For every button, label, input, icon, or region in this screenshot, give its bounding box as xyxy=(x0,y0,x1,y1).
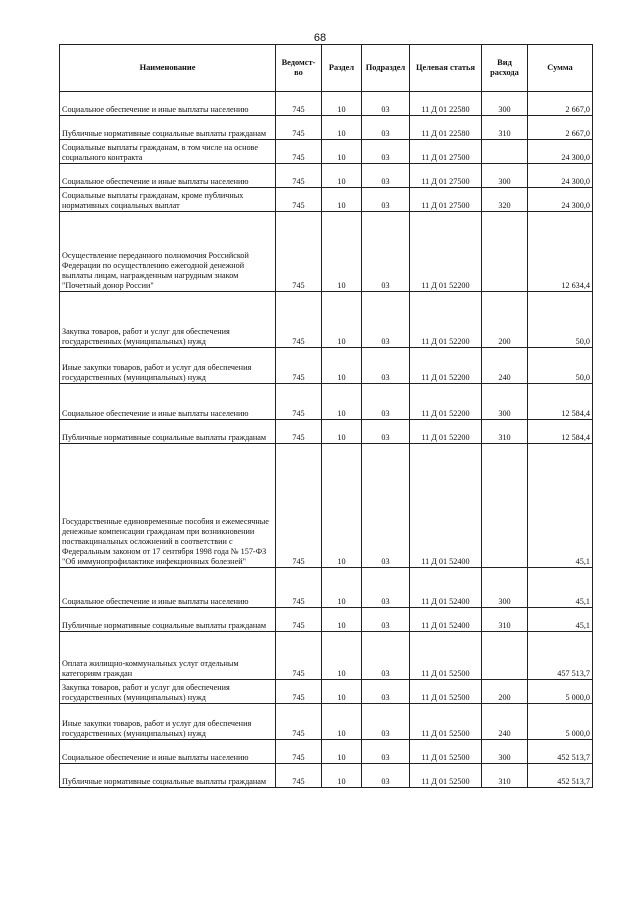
table-row xyxy=(60,680,593,704)
row-subsection: 03 xyxy=(362,740,410,764)
table-row xyxy=(60,608,593,632)
row-amount: 457 513,7 xyxy=(528,632,593,680)
row-target-article: 11 Д 01 27500 xyxy=(410,140,482,164)
row-section: 10 xyxy=(322,116,362,140)
row-expense-type: 200 xyxy=(482,292,528,348)
header-subsection: Подраздел xyxy=(362,45,410,92)
row-expense-type: 300 xyxy=(482,384,528,420)
row-section: 10 xyxy=(322,444,362,568)
row-expense-type: 300 xyxy=(482,568,528,608)
row-subsection: 03 xyxy=(362,420,410,444)
row-target-article: 11 Д 01 22580 xyxy=(410,116,482,140)
row-name: Оплата жилищно-коммунальных услуг отдельным категориям граждан xyxy=(60,632,276,680)
table-row xyxy=(60,188,593,212)
row-subsection: 03 xyxy=(362,188,410,212)
table-row xyxy=(60,164,593,188)
row-name: Осуществление переданного полномочия Российской Федерации по осуществлению ежегодной денежной выплаты лицам, награжденным нагрудным знаком "Почетный донор России" xyxy=(60,212,276,292)
row-amount: 24 300,0 xyxy=(528,188,593,212)
row-subsection: 03 xyxy=(362,140,410,164)
row-target-article: 11 Д 01 52400 xyxy=(410,568,482,608)
row-name: Социальное обеспечение и иные выплаты населению xyxy=(60,164,276,188)
header-amount: Сумма xyxy=(528,45,593,92)
row-amount: 5 000,0 xyxy=(528,704,593,740)
row-department: 745 xyxy=(276,140,322,164)
row-department: 745 xyxy=(276,92,322,116)
row-target-article: 11 Д 01 52400 xyxy=(410,444,482,568)
row-department: 745 xyxy=(276,384,322,420)
row-name: Закупка товаров, работ и услуг для обеспечения государственных (муниципальных) нужд xyxy=(60,680,276,704)
header-expense-type: Вид расхода xyxy=(482,45,528,92)
row-department: 745 xyxy=(276,348,322,384)
row-name: Социальные выплаты гражданам, кроме публичных нормативных социальных выплат xyxy=(60,188,276,212)
row-name: Социальное обеспечение и иные выплаты населению xyxy=(60,568,276,608)
row-amount: 50,0 xyxy=(528,348,593,384)
row-section: 10 xyxy=(322,632,362,680)
row-department: 745 xyxy=(276,444,322,568)
row-target-article: 11 Д 01 52200 xyxy=(410,212,482,292)
row-amount: 24 300,0 xyxy=(528,164,593,188)
table-row xyxy=(60,212,593,292)
row-expense-type xyxy=(482,140,528,164)
row-expense-type: 320 xyxy=(482,188,528,212)
row-section: 10 xyxy=(322,568,362,608)
row-expense-type: 310 xyxy=(482,608,528,632)
table-row xyxy=(60,140,593,164)
row-name: Публичные нормативные социальные выплаты гражданам xyxy=(60,116,276,140)
row-name: Иные закупки товаров, работ и услуг для обеспечения государственных (муниципальных) нужд xyxy=(60,704,276,740)
row-target-article: 11 Д 01 52500 xyxy=(410,704,482,740)
row-section: 10 xyxy=(322,608,362,632)
row-section: 10 xyxy=(322,164,362,188)
row-target-article: 11 Д 01 22580 xyxy=(410,92,482,116)
row-subsection: 03 xyxy=(362,384,410,420)
row-name: Социальные выплаты гражданам, в том числе на основе социального контракта xyxy=(60,140,276,164)
row-section: 10 xyxy=(322,188,362,212)
row-target-article: 11 Д 01 52200 xyxy=(410,420,482,444)
row-amount: 452 513,7 xyxy=(528,764,593,788)
row-section: 10 xyxy=(322,420,362,444)
row-department: 745 xyxy=(276,188,322,212)
row-target-article: 11 Д 01 52500 xyxy=(410,632,482,680)
row-target-article: 11 Д 01 52500 xyxy=(410,764,482,788)
table-row xyxy=(60,632,593,680)
row-section: 10 xyxy=(322,140,362,164)
row-amount: 12 584,4 xyxy=(528,420,593,444)
row-section: 10 xyxy=(322,212,362,292)
row-expense-type: 310 xyxy=(482,420,528,444)
row-subsection: 03 xyxy=(362,704,410,740)
row-target-article: 11 Д 01 52500 xyxy=(410,740,482,764)
table-row xyxy=(60,764,593,788)
row-target-article: 11 Д 01 27500 xyxy=(410,164,482,188)
table-row xyxy=(60,92,593,116)
row-department: 745 xyxy=(276,292,322,348)
row-amount: 2 667,0 xyxy=(528,92,593,116)
row-expense-type: 300 xyxy=(482,164,528,188)
table-row xyxy=(60,292,593,348)
row-amount: 12 584,4 xyxy=(528,384,593,420)
row-subsection: 03 xyxy=(362,680,410,704)
row-amount: 45,1 xyxy=(528,444,593,568)
row-name: Публичные нормативные социальные выплаты гражданам xyxy=(60,764,276,788)
table-row xyxy=(60,568,593,608)
row-department: 745 xyxy=(276,764,322,788)
row-amount: 45,1 xyxy=(528,568,593,608)
row-subsection: 03 xyxy=(362,92,410,116)
header-department: Ведомст-во xyxy=(276,45,322,92)
row-department: 745 xyxy=(276,740,322,764)
row-department: 745 xyxy=(276,704,322,740)
row-amount: 2 667,0 xyxy=(528,116,593,140)
row-target-article: 11 Д 01 52200 xyxy=(410,292,482,348)
table-row xyxy=(60,420,593,444)
row-expense-type xyxy=(482,212,528,292)
row-name: Закупка товаров, работ и услуг для обеспечения государственных (муниципальных) нужд xyxy=(60,292,276,348)
row-subsection: 03 xyxy=(362,348,410,384)
row-expense-type xyxy=(482,444,528,568)
row-department: 745 xyxy=(276,632,322,680)
header-name: Наименование xyxy=(60,45,276,92)
row-amount: 5 000,0 xyxy=(528,680,593,704)
row-section: 10 xyxy=(322,348,362,384)
row-name: Социальное обеспечение и иные выплаты населению xyxy=(60,384,276,420)
row-name: Иные закупки товаров, работ и услуг для обеспечения государственных (муниципальных) нужд xyxy=(60,348,276,384)
row-expense-type: 300 xyxy=(482,740,528,764)
table-row xyxy=(60,384,593,420)
row-target-article: 11 Д 01 52400 xyxy=(410,608,482,632)
row-section: 10 xyxy=(322,680,362,704)
row-subsection: 03 xyxy=(362,292,410,348)
row-department: 745 xyxy=(276,568,322,608)
row-expense-type: 310 xyxy=(482,764,528,788)
row-department: 745 xyxy=(276,212,322,292)
row-subsection: 03 xyxy=(362,764,410,788)
row-name: Публичные нормативные социальные выплаты гражданам xyxy=(60,608,276,632)
row-department: 745 xyxy=(276,608,322,632)
table-row xyxy=(60,444,593,568)
row-subsection: 03 xyxy=(362,116,410,140)
row-expense-type: 200 xyxy=(482,680,528,704)
row-subsection: 03 xyxy=(362,568,410,608)
table-row xyxy=(60,740,593,764)
page-number: 68 xyxy=(313,32,327,44)
row-subsection: 03 xyxy=(362,212,410,292)
header-section: Раздел xyxy=(322,45,362,92)
row-expense-type: 310 xyxy=(482,116,528,140)
header-target-article: Целевая статья xyxy=(410,45,482,92)
row-section: 10 xyxy=(322,764,362,788)
row-department: 745 xyxy=(276,420,322,444)
row-target-article: 11 Д 01 52200 xyxy=(410,384,482,420)
row-subsection: 03 xyxy=(362,608,410,632)
row-section: 10 xyxy=(322,384,362,420)
row-expense-type: 300 xyxy=(482,92,528,116)
row-department: 745 xyxy=(276,164,322,188)
row-target-article: 11 Д 01 52500 xyxy=(410,680,482,704)
row-section: 10 xyxy=(322,92,362,116)
row-section: 10 xyxy=(322,740,362,764)
row-expense-type xyxy=(482,632,528,680)
row-department: 745 xyxy=(276,680,322,704)
budget-table xyxy=(59,44,593,788)
row-name: Социальное обеспечение и иные выплаты населению xyxy=(60,740,276,764)
row-subsection: 03 xyxy=(362,164,410,188)
row-target-article: 11 Д 01 52200 xyxy=(410,348,482,384)
row-target-article: 11 Д 01 27500 xyxy=(410,188,482,212)
row-expense-type: 240 xyxy=(482,348,528,384)
row-subsection: 03 xyxy=(362,632,410,680)
row-amount: 452 513,7 xyxy=(528,740,593,764)
row-amount: 24 300,0 xyxy=(528,140,593,164)
row-name: Социальное обеспечение и иные выплаты населению xyxy=(60,92,276,116)
row-amount: 45,1 xyxy=(528,608,593,632)
row-section: 10 xyxy=(322,704,362,740)
row-name: Публичные нормативные социальные выплаты гражданам xyxy=(60,420,276,444)
row-expense-type: 240 xyxy=(482,704,528,740)
row-department: 745 xyxy=(276,116,322,140)
row-subsection: 03 xyxy=(362,444,410,568)
table-row xyxy=(60,116,593,140)
table-header-row xyxy=(60,45,593,92)
table-row xyxy=(60,348,593,384)
row-amount: 12 634,4 xyxy=(528,212,593,292)
table-row xyxy=(60,704,593,740)
row-amount: 50,0 xyxy=(528,292,593,348)
row-name: Государственные единовременные пособия и ежемесячные денежные компенсации гражданам при возникновении поствакцинальных осложнений в соответствии с Федеральным законом от 17 сентября 1998 года № 157-ФЗ "Об иммунопрофилактике инфекционных болезней" xyxy=(60,444,276,568)
row-section: 10 xyxy=(322,292,362,348)
